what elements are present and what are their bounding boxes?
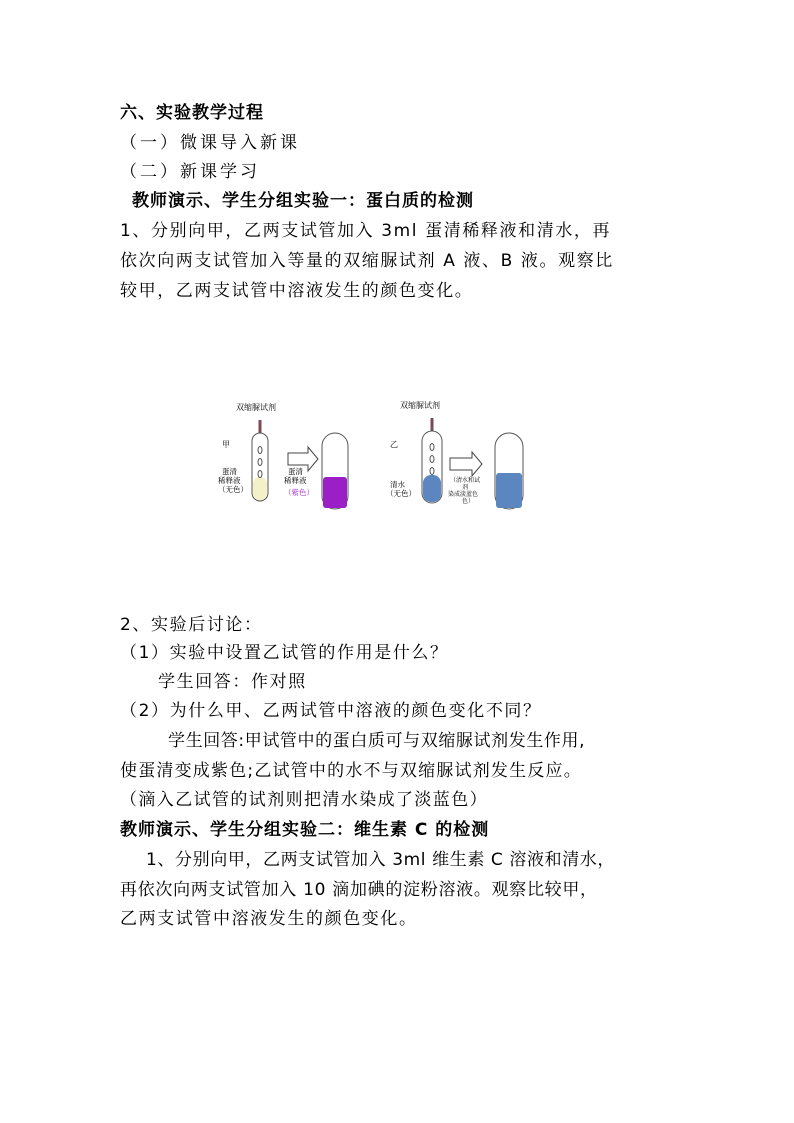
experiment-2-line-1: 1、分别向甲，乙两支试管加入 3ml 维生素 C 溶液和清水， xyxy=(146,850,615,870)
result-tube-a-liquid xyxy=(323,477,347,508)
arrow-b-text-1: （清水和试 xyxy=(450,478,481,484)
tube-b-content-1: 清水 xyxy=(390,480,405,489)
arrow-a-result: （紫色） xyxy=(284,488,314,497)
tube-a-content-1: 蛋清 xyxy=(222,467,237,476)
experiment-2-title: 教师演示、学生分组实验二：维生素 C 的检测 xyxy=(120,820,490,840)
arrow-b-text-3: 染成淡蓝色 xyxy=(448,492,479,498)
discussion-title: 2、实验后讨论： xyxy=(120,615,263,635)
tube-b-liquid xyxy=(423,475,441,502)
experiment-1-line-1: 1、分别向甲，乙两支试管加入 3ml 蛋清稀释液和清水，再 xyxy=(120,221,612,241)
experiment-1-line-2: 依次向两支试管加入等量的双缩脲试剂 A 液、B 液。观察比 xyxy=(120,251,614,271)
answer-2-line-3: （滴入乙试管的试剂则把清水染成了淡蓝色） xyxy=(120,790,488,810)
answer-1: 学生回答：作对照 xyxy=(158,672,307,692)
result-tube-b-liquid xyxy=(496,473,522,508)
arrow-b-text-4: 色） xyxy=(462,499,475,505)
experiment-2-line-3: 乙两支试管中溶液发生的颜色变化。 xyxy=(120,909,418,929)
question-2: （2）为什么甲、乙两试管中溶液的颜色变化不同？ xyxy=(120,701,542,721)
right-reagent-label: 双缩脲试剂 xyxy=(400,401,440,410)
test-tube-diagram xyxy=(200,395,530,515)
left-reagent-label: 双缩脲试剂 xyxy=(236,403,276,412)
subsection-2: （二）新课学习 xyxy=(120,162,260,182)
arrow-b-icon xyxy=(450,452,482,476)
tube-a-label: 甲 xyxy=(222,440,230,449)
tube-a-content-2: 稀释液 xyxy=(218,476,241,485)
arrow-a-text-2: 稀释液 xyxy=(284,476,307,485)
answer-2-line-2: 使蛋清变成紫色;乙试管中的水不与双缩脲试剂发生反应。 xyxy=(120,761,582,781)
answer-2-line-1: 学生回答:甲试管中的蛋白质可与双缩脲试剂发生作用, xyxy=(168,731,586,751)
tube-a-content-3: （无色） xyxy=(218,485,248,494)
tube-b-label: 乙 xyxy=(390,440,398,449)
experiment-1-title: 教师演示、学生分组实验一：蛋白质的检测 xyxy=(132,191,474,211)
arrow-b-text-2: 剂 xyxy=(462,485,469,491)
tube-b-content-2: （无色） xyxy=(386,489,416,498)
experiment-1-line-3: 较甲，乙两支试管中溶液发生的颜色变化。 xyxy=(120,281,474,301)
arrow-a-text-1: 蛋清 xyxy=(288,467,303,476)
question-1: （1）实验中设置乙试管的作用是什么？ xyxy=(120,643,449,663)
section-title: 六、实验教学过程 xyxy=(120,103,264,123)
experiment-figure xyxy=(200,395,530,515)
tube-a-liquid xyxy=(253,477,267,500)
subsection-1: （一）微课导入新课 xyxy=(120,133,300,153)
experiment-2-line-2: 再依次向两支试管加入 10 滴加碘的淀粉溶液。观察比较甲， xyxy=(120,880,598,900)
